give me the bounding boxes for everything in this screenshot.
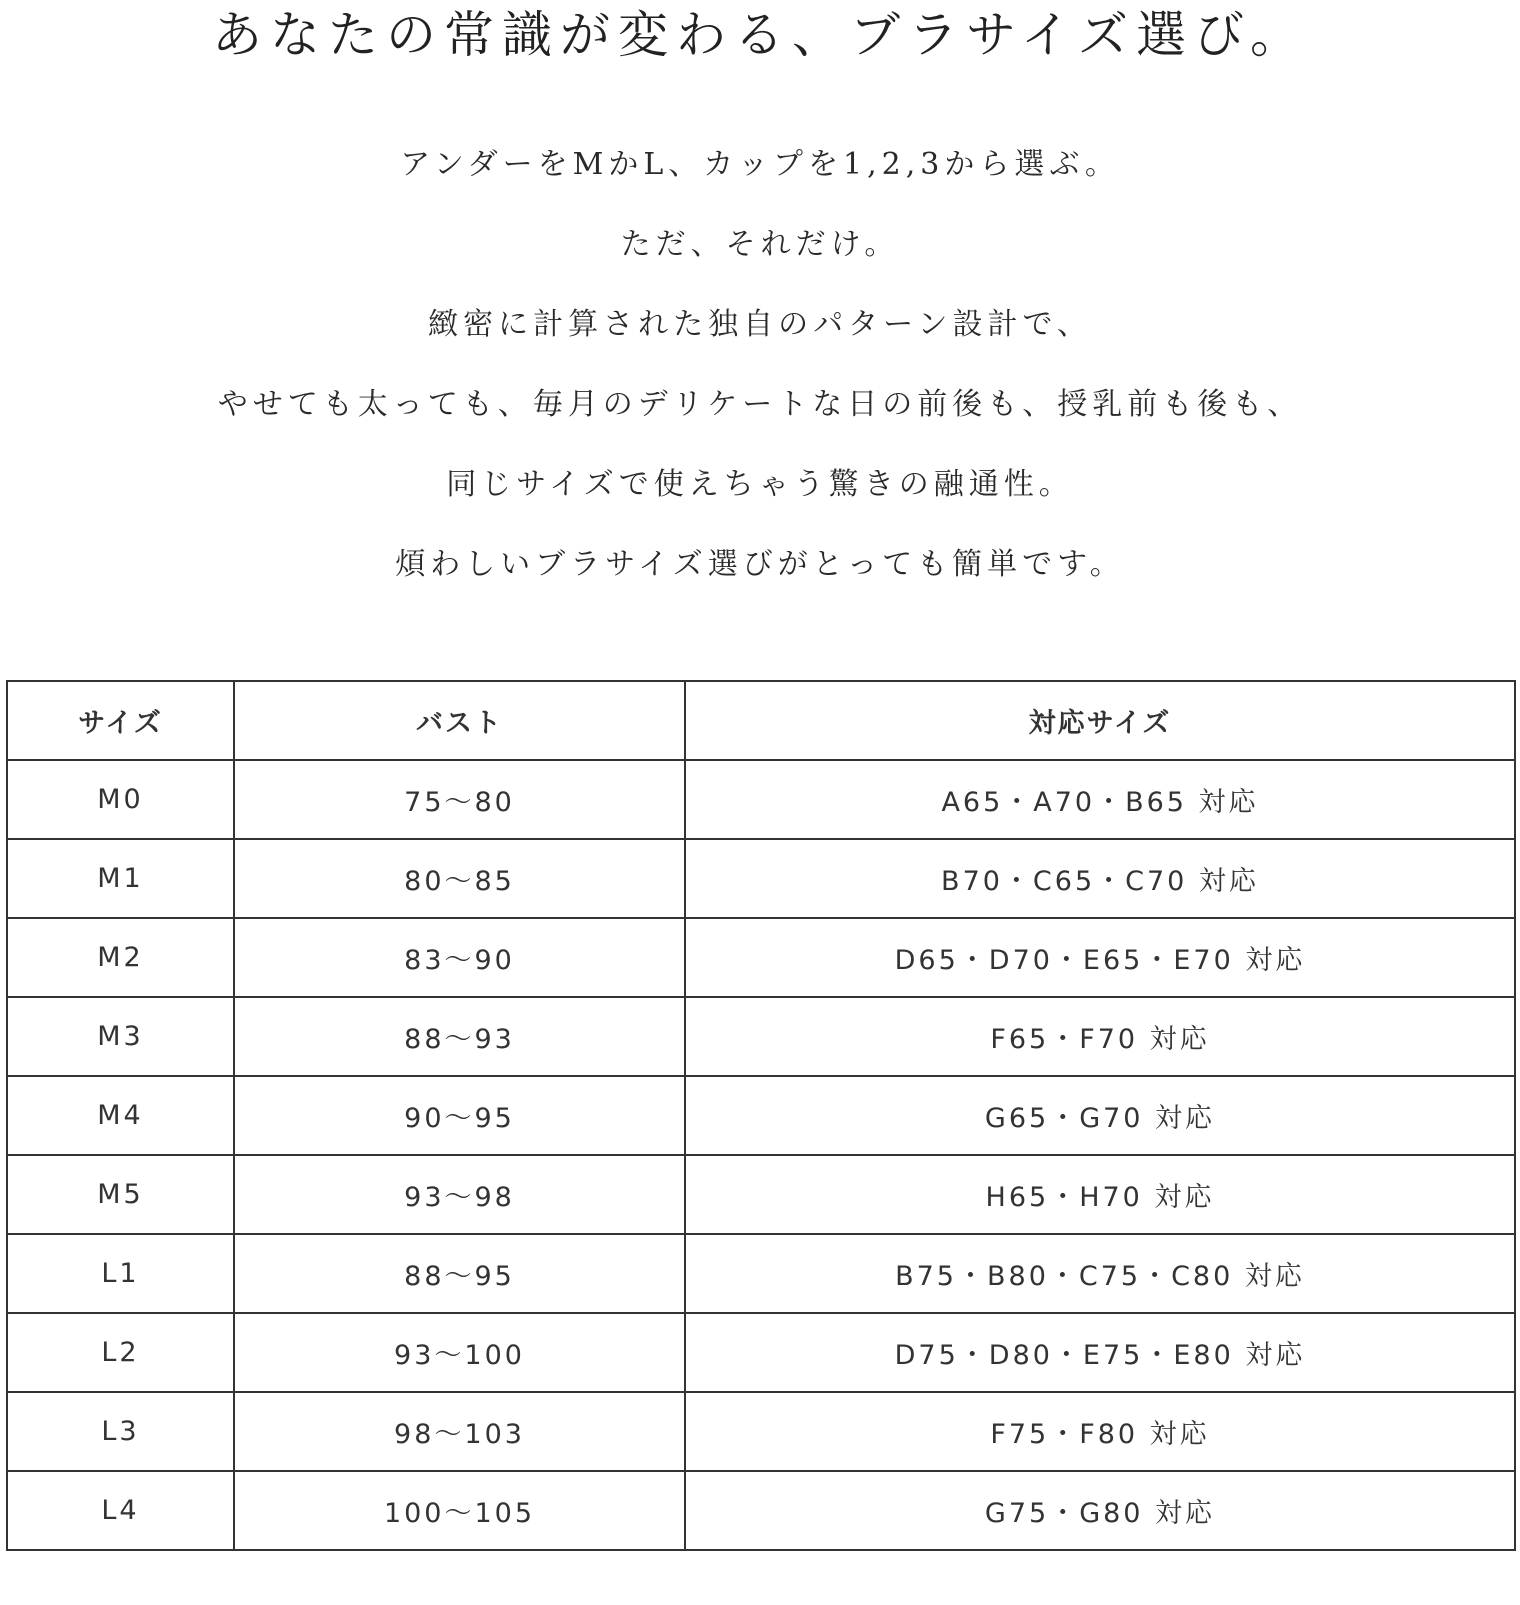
table-row [7, 1392, 1515, 1471]
cell-bust: 90〜95 [234, 1076, 685, 1155]
table-row [7, 760, 1515, 839]
header-size: サイズ [7, 681, 234, 760]
cell-fits: F75・F80 対応 [685, 1392, 1515, 1471]
cell-fits: G65・G70 対応 [685, 1076, 1515, 1155]
table-row [7, 997, 1515, 1076]
cell-size: L3 [7, 1392, 234, 1471]
cell-bust: 80〜85 [234, 839, 685, 918]
cell-bust: 93〜100 [234, 1313, 685, 1392]
intro-line: 煩わしいブラサイズ選びがとっても簡単です。 [395, 547, 1125, 582]
table-header-row [7, 681, 1515, 760]
cell-bust: 100〜105 [234, 1471, 685, 1550]
cell-bust: 93〜98 [234, 1155, 685, 1234]
intro-text [0, 125, 1520, 605]
intro-line: アンダーをMかL、カップを1,2,3から選ぶ。 [400, 147, 1120, 182]
table-row [7, 1076, 1515, 1155]
cell-fits: B75・B80・C75・C80 対応 [685, 1234, 1515, 1313]
cell-size: M0 [7, 760, 234, 839]
cell-fits: D65・D70・E65・E70 対応 [685, 918, 1515, 997]
cell-size: M2 [7, 918, 234, 997]
size-table [6, 680, 1516, 1551]
cell-bust: 83〜90 [234, 918, 685, 997]
cell-size: M1 [7, 839, 234, 918]
cell-bust: 88〜93 [234, 997, 685, 1076]
cell-size: M5 [7, 1155, 234, 1234]
cell-bust: 75〜80 [234, 760, 685, 839]
header-fits: 対応サイズ [685, 681, 1515, 760]
cell-bust: 98〜103 [234, 1392, 685, 1471]
cell-fits: F65・F70 対応 [685, 997, 1515, 1076]
cell-fits: D75・D80・E75・E80 対応 [685, 1313, 1515, 1392]
cell-size: L2 [7, 1313, 234, 1392]
cell-size: M4 [7, 1076, 234, 1155]
cell-fits: H65・H70 対応 [685, 1155, 1515, 1234]
intro-line: 同じサイズで使えちゃう驚きの融通性。 [446, 467, 1074, 502]
table-row [7, 839, 1515, 918]
table-row [7, 918, 1515, 997]
headline: あなたの常識が変わる、ブラサイズ選び。 [212, 6, 1308, 64]
cell-fits: A65・A70・B65 対応 [685, 760, 1515, 839]
cell-bust: 88〜95 [234, 1234, 685, 1313]
intro-line: やせても太っても、毎月のデリケートな日の前後も、授乳前も後も、 [217, 387, 1303, 422]
table-row [7, 1471, 1515, 1550]
cell-fits: G75・G80 対応 [685, 1471, 1515, 1550]
intro-line: 緻密に計算された独自のパターン設計で、 [428, 307, 1092, 342]
header-bust: バスト [234, 681, 685, 760]
table-row [7, 1234, 1515, 1313]
table-row [7, 1313, 1515, 1392]
table-row [7, 1155, 1515, 1234]
cell-size: L4 [7, 1471, 234, 1550]
intro-line: ただ、それだけ。 [620, 227, 900, 262]
cell-size: M3 [7, 997, 234, 1076]
cell-size: L1 [7, 1234, 234, 1313]
cell-fits: B70・C65・C70 対応 [685, 839, 1515, 918]
